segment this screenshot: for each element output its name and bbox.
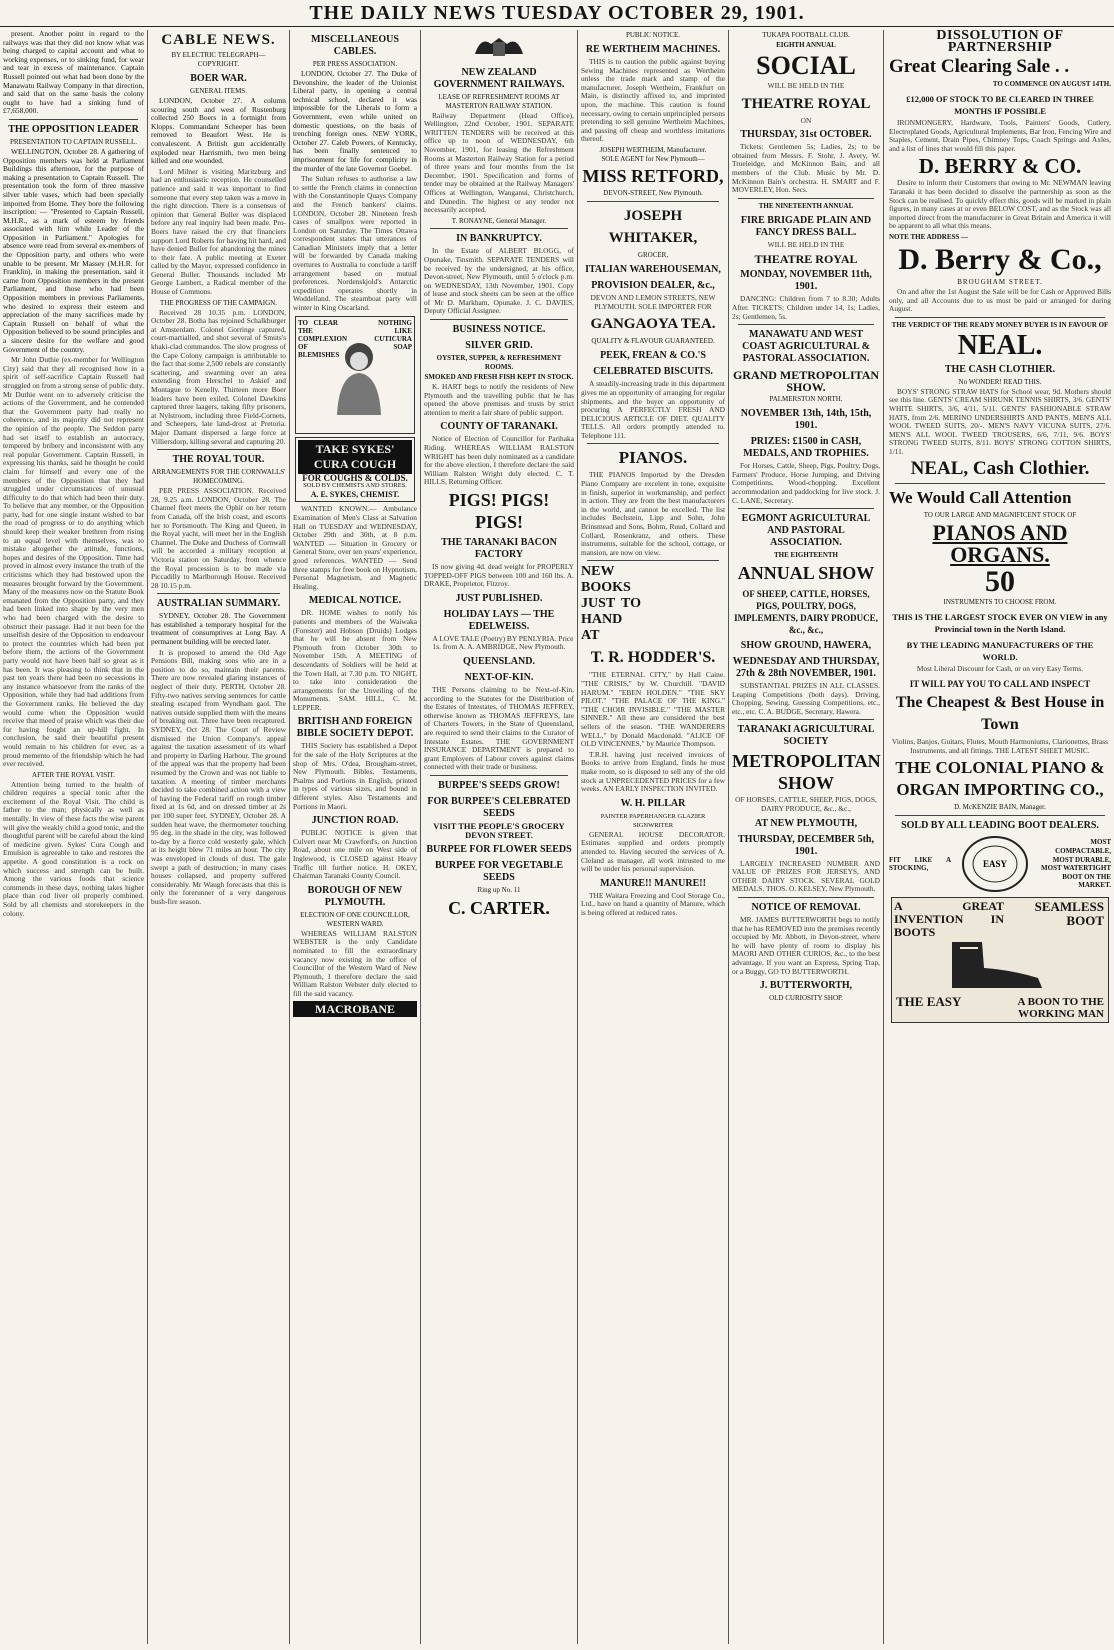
boot-icon [942,934,1052,994]
subheadline: TUKAPA FOOTBALL CLUB. [762,31,850,39]
headline: MEDICAL NOTICE. [308,595,402,607]
neal-clothier-name: NEAL, Cash Clothier. [910,458,1090,480]
cuticura-ad: TO CLEAR THE COMPLEXION OF BLEMISHES NOTHING LIKE CUTICURA SOAP [295,316,415,434]
masthead: THE DAILY NEWS TUESDAY OCTOBER 29, 1901. [0,0,1114,27]
headline: QUEENSLAND. [463,655,535,667]
headline: BOROUGH OF NEW PLYMOUTH. [307,884,403,908]
headline: THE ROYAL TOUR. [172,454,265,466]
byline: BY ELECTRIC TELEGRAPH—COPYRIGHT. [171,51,266,68]
section-title: MISCELLANEOUS CABLES. [311,34,399,57]
headline: SILVER GRID. [465,340,533,352]
pianos-organs-headline: PIANOS AND ORGANS. [932,520,1068,568]
headline: RE WERTHEIM MACHINES. [585,44,721,55]
article-text: LONDON, October 27. A column scouring south and west of Rustenburg collected 250 Boers in a fortnight from Klopps. Commandant Scheeper has been removed to Beaufort West. He is convalescent. A British gun accidentally exploded near Harrismith, two men being killed and one wounded. [151,96,286,166]
whitaker-name: JOSEPH WHITAKER, [608,208,698,247]
headline: HOLIDAY LAYS — THE EDELWEISS. [443,608,555,632]
seamless-seal-icon [960,834,1030,894]
headline: THE TARANAKI BACON FACTORY [441,537,557,560]
dissolution-headline: DISSOLUTION OF PARTNERSHIP [936,30,1064,55]
headline: BURPEE FOR VEGETABLE SEEDS [435,859,563,883]
headline: BURPEE'S SEEDS GROW! [438,779,560,791]
pianos-headline: PIANOS. [618,448,688,468]
headline: BUSINESS NOTICE. [452,324,546,336]
coat-of-arms-icon [424,34,574,63]
column-6: TUKAPA FOOTBALL CLUB. EIGHTH ANNUAL SOCIAL WILL BE HELD IN THE THEATRE ROYAL ON THURSDAY, 31st OCTOBER. Tickets: Gentlemen 5s; Ladies, 2s; to be obtained from Messrs. F. Stohr, J. Avery, W. Trueleidge, and McKinnon Bain, and all members of the Club. Music by Mr. D. McKinnon Bain's orchestra. H. SMART and F. MOVERLEY, Hon. Secs. THE NINETEENTH ANNUAL FIRE BRIGADE PLAIN AND FANCY DRESS BALL. WILL BE HELD IN THE THEATRE ROYAL MONDAY, NOVEMBER 11th, 1901. DANCING: Children from 7 to 8.30; Adults After. TICKETS: Children under 14, 1s; Ladies, 2s; Gentlemen, 5s. MANAWATU AND WEST COAST AGRICULTURAL & PASTORAL ASSOCIATION. GRAND METROPOLITAN SHOW. PALMERSTON NORTH. NOVEMBER 13th, 14th, 15th, 1901. PRIZES: £1500 in CASH, MEDALS, AND TROPHIES. For Horses, Cattle, Sheep, Pigs, Poultry, Dogs, Farmers' Produce, Horse Jumping, and Driving Competitions, Wood-chopping. Excellent accommodation and paddocking for live stock. J. C. LANE, Secretary. EGMONT AGRICULTURAL AND PASTORAL ASSOCIATION. THE EIGHTEENTH ANNUAL SHOW OF SHEEP, CATTLE, HORSES, PIGS, POULTRY, DOGS, IMPLEMENTS, DAIRY PRODUCE, &c., &c., SHOW GROUND, HAWERA, WEDNESDAY AND THURSDAY, 27th & 28th NOVEMBER, 1901. SUBSTANTIAL PRIZES IN ALL CLASSES. Leaping Competitions (both days). Driving, Chopping, Sewing, Guessing Competitions, etc., etc., etc. C. A. BUDGE, Secretary, Hawera. TARANAKI AGRICULTURAL SOCIETY METROPOLITAN SHOW OF HORSES, CATTLE, SHEEP, PIGS, DOGS, DAIRY PRODUCE, &c., &c., AT NEW PLYMOUTH, THURSDAY, DECEMBER 5th, 1901. LARGELY INCREASED NUMBER AND VALUE OF PRIZES FOR JERSEYS, AND OTHER DAIRY STOCK. SEVERAL GOLD MEDALS. THOS. O. KELSEY, New Plymouth. NOTICE OF REMOVAL MR. JAMES BUTTERWORTH begs to notify that he has REMOVED into the premises recently occupied by Mr. Abbott, in Devon-street, where he will have plenty of room to display his MAORI AND OTHER CURIOS, &c., to the best advantage. If you want an Express, Spring Trap, or a Buggy, GO TO BUTTERWORTH. J. BUTTERWORTH, OLD CURIOSITY SHOP. [732,31,881,1003]
macrobane-logo: MACROBANE [293,1001,417,1017]
subheadline: PUBLIC NOTICE. [625,31,681,39]
social-headline: SOCIAL [756,51,856,80]
colonial-piano-headline: THE COLONIAL PIANO & ORGAN IMPORTING CO., [895,758,1105,800]
metropolitan-show-headline: METROPOLITAN SHOW [732,751,881,794]
headline: BRITISH AND FOREIGN BIBLE SOCIETY DEPOT. [296,716,414,740]
subheadline: LEASE OF REFRESHMENT ROOMS AT MASTERTON RAILWAY STATION. [438,92,560,110]
berry-name: D. BERRY & CO. [918,154,1082,179]
subheadline: ELECTION OF ONE COUNCILLOR, WESTERN WARD. [300,910,410,928]
section-title: CABLE NEWS. [161,32,276,48]
annual-show-headline: ANNUAL SHOW [737,563,875,584]
fifty-number: 50 [985,565,1015,599]
headline: W. H. PILLAR [620,797,686,809]
column-7: DISSOLUTION OF PARTNERSHIP Great Clearing Sale . . TO COMMENCE ON AUGUST 14TH. £12,000 OF STOCK TO BE CLEARED IN THREE MONTHS IF POSSIBLE IRONMONGERY, Hardware, Tools, Painters' Goods, Cutlery, Electroplated Goods, Agricultural Implements, Bar Iron, Fencing Wire and Staples, Cement, Drain Pipes, Chimney Tops, Coach Springs and Axles, and a list of lines that would fill this paper. D. BERRY & CO. Desire to inform their Customers that owing to Mr. NEWMAN leaving Taranaki it has been decided to dissolve the partnership as soon as the Stock can be realised. To quickly effect this, goods will be marked in plain figures, in many cases at or even BELOW COST, and as the Stock was all imported direct from the manufacturer in Great Britain and America it will be apparent to all what this means. NOTE THE ADDRESS — D. Berry & Co., BROUGHAM STREET. On and after the 1st August the Sale will be for Cash or Approved Bills only, and all Accounts due to us must be paid or arranged for during August. THE VERDICT OF THE READY MONEY BUYER IS IN FAVOUR OF NEAL. THE CASH CLOTHIER. No WONDER! READ THIS. BOYS' STRONG STRAW HATS for School wear, 9d. Mothers should see this line. GENTS' CREAM SHRUNK TENNIS SHIRTS, 3/6. GENTS' WHITE SHIRTS, 3/6, 4/11, 5/11. GENTS' FASHIONABLE STRAW HATS, from 2/6. MERINO UNDERSHIRTS AND PANTS. MEN'S ALL WOOL TWEED SUITS, 20/-. MEN'S NAVY VICUNA SUITS, 27/6. MEN'S ALL WOOL TWEED TROUSERS, 6/6, 7/11, 9/6. BOYS' STRONG TWEED SUITS, 8/11. BOYS' STRONG COTTON SHIRTS, 1/11. NEAL, Cash Clothier. We Would Call Attention TO OUR LARGE AND MAGNIFICENT STOCK OF PIANOS AND ORGANS. 50 INSTRUMENTS TO CHOOSE FROM. THIS IS THE LARGEST STOCK EVER ON VIEW in any Provincial town in the North Island. BY THE LEADING MANUFACTURERS OF THE WORLD. Most Liberal Discount for Cash, or on very Easy Terms. IT WILL PAY YOU TO CALL AND INSPECT The Cheapest & Best House in Town Violins, Banjos, Guitars, Flutes, Mouth Harmoniums, Clarionettes, Brass Instruments, and all fittings. THE LATEST SHEET MUSIC. THE COLONIAL PIANO & ORGAN IMPORTING CO., D. McKENZIE BAIN, Manager. SOLD BY ALL LEADING BOOT DEALERS. FIT LIKE A STOCKING, EASY MOST COMPACTABLE, MOST DURABLE, MOST WATERTIGHT BOOT ON THE MARKET. A GREAT INVENTION IN BOOTS SEAMLESS BOOT THE EASY A BOON TO THE WORKING MAN [884,30,1114,1644]
pigs-headline: PIGS! PIGS! PIGS! [448,490,550,532]
carter-name: C. CARTER. [448,897,550,918]
hodder-name: T. R. HODDER'S. [590,649,716,667]
headline: COUNTY OF TARANAKI. [440,421,558,433]
article-text: LONDON, October 27. The Duke of Devonshire, the leader of the Unionist Liberal party, in opening a central technical school, declared it was impossible for the Liberals to form a Government, even while united on domestic questions, on the basis of trenching foreign ones. NEW YORK, October 27. Caleb Powers, of Kentucky, has been finally sentenced to imprisonment for life for complicity in the murder of the late Governor Goebel. [293,69,417,173]
article-text: SYDNEY, October 28. The Government has established a temporary hospital for the treatment of consumptives at Long Bay. A permanent building will be erected later. [151,611,286,647]
column-4: NEW ZEALAND GOVERNMENT RAILWAYS. LEASE OF REFRESHMENT ROOMS AT MASTERTON RAILWAY STATION. Railway Department (Head Office), Wellington, 22nd October, 1901. SEPARATE WRITTEN TENDERS will be received at this office up to noon of WEDNESDAY, 6th November, 1901, for leasing the Refreshment Rooms at Masterton Railway Station for a period of three years and four months from the 1st December, 1901. Specification and forms of tender may be obtained at the Railway Managers' Offices at Wellington, Wanganui, Christchurch, and Dunedin. The highest or any tender not necessarily accepted. T. RONAYNE, General Manager. IN BANKRUPTCY. In the Estate of ALBERT BLOGG, of Opunake, Tinsmith. SEPARATE TENDERS will be received by the undersigned, at his office, Devon-street, New Plymouth, until 5 o'clock p.m. on WEDNESDAY, 13th November, 1901. Copy of lease and stock sheets can be seen at the office of Mr D. Markham, Opunake. J. C. DAVIES, Deputy Official Assignee. BUSINESS NOTICE. SILVER GRID. OYSTER, SUPPER, & REFRESHMENT ROOMS. SMOKED AND FRESH FISH KEPT IN STOCK. K. HART begs to notify the residents of New Plymouth and the travelling public that he has opened the above premises and trusts by strict attention to merit a fair share of public support. COUNTY OF TARANAKI. Notice of Election of Councillor for Parihaka Riding. WHEREAS WILLIAM RALSTON WRIGHT has been duly nominated as a candidate for the above election, I therefore declare the said William Ralston Wright duly elected. C. T. HILLS, Returning Officer. PIGS! PIGS! PIGS! THE TARANAKI BACON FACTORY IS now giving 4d. dead weight for PROPERLY TOPPED-OFF PIGS between 100 and 160 lbs. A. DRAKE, Proprietor, Fitzroy. JUST PUBLISHED. HOLIDAY LAYS — THE EDELWEISS. A LOVE TALE (Poetry) BY PENLYRIA. Price 1s. from A. A. AMBRIDGE, New Plymouth. QUEENSLAND. NEXT-OF-KIN. THE Persons claiming to be Next-of-Kin, according to the Statutes for the Distribution of the Estates of Intestates, of THOMAS JEFFREY, otherwise known as THOMAS JEFFREYS, late of Charters Towers, in the State of Queensland, are required to send their claims to the Curator of Intestate Estates. THE GOVERNMENT INSURANCE DEPARTMENT is prepared to grant Employers of Labour covers against claims connected with their trade or business. BURPEE'S SEEDS GROW! FOR BURPEE'S CELEBRATED SEEDS VISIT THE PEOPLE'S GROCERY DEVON STREET. BURPEE FOR FLOWER SEEDS BURPEE FOR VEGETABLE SEEDS Ring up No. 11 C. CARTER. [421,30,577,1644]
svg-text:EASY: EASY [982,859,1008,870]
headline: THE OPPOSITION LEADER [8,123,139,135]
clearing-sale-headline: Great Clearing Sale . . [889,56,1070,77]
headline: FOR BURPEE'S CELEBRATED SEEDS [427,795,571,819]
headline: BURPEE FOR FLOWER SEEDS [426,843,572,855]
column-3: MISCELLANEOUS CABLES. PER PRESS ASSOCIATION. LONDON, October 27. The Duke of Devonshire, the leader of the Unionist Liberal party, in opening a central technical school, declared it was impossible for the Liberals to form a Government, even while united on domestic questions, on the basis of trenching foreign ones. NEW YORK, October 27. Caleb Powers, of Kentucky, has been finally sentenced to imprisonment for life for complicity in the murder of the late Governor Goebel. The Sultan refuses to authorise a law to settle the French claims in connection with the Constantinople Quays Company and the French bankers' claims. LONDON, October 28. Nineteen fresh cases of smallpox were reported in London on Saturday. The Times Ottawa correspondent states that utterances of Canadian Ministers imply that a letter will be forwarded by Canada making overtures to Australia to conclude a tariff arrangement based on mutual preferences. Nordenskjold's Antarctic expedition operates shortly in Woddelland. The steamboat party will winter in King Oscarland. TO CLEAR THE COMPLEXION OF BLEMISHES NOTHING LIKE CUTICURA SOAP TAKE SYKES' CURA COUGH FOR COUGHS & COLDS. SOLD BY CHEMISTS AND STORES. A. E. SYKES, CHEMIST. WANTED KNOWN.— Ambulance Examination of Men's Class at Salvation Hall on TUESDAY and WEDNESDAY, October 29th and 30th, at 8 p.m. WANTED — Situation in Grocery or General Store, over ten years' experience, good references. WANTED — Send three stamps for free book on Hypnotism, Personal Magnetism, and Magnetic Healing. MEDICAL NOTICE. DR. HOME wishes to notify his patients and members of the Waiwaka (Forester) and Hobson (Druids) Lodges that he will be absent from New Plymouth from October 30th to November 15th. A MEETING of descendants of Soldiers will be held at the Town Hall, at 7.30 p.m. TO NIGHT, to take into consideration the arrangements for the Unveiling of the Monuments. SAM. HILL, C. M. LEPPER. BRITISH AND FOREIGN BIBLE SOCIETY DEPOT. THIS Society has established a Depot for the sale of the Holy Scriptures at the shop of Mrs. O'dea, Brougham-street, New Plymouth. Bibles, Testaments, Psalms and Portions in English, printed in types of various sizes, and bound in different styles. Also Testaments and Portions in Maori. JUNCTION ROAD. PUBLIC NOTICE is given that Culvert near Mr Crawford's, on Junction Road, about one mile on West side of Inglewood, is CLOSED against Heavy Traffic till further notice. H. OKEY, Chairman Taranaki County Council. BOROUGH OF NEW PLYMOUTH. ELECTION OF ONE COUNCILLOR, WESTERN WARD. WHEREAS WILLIAM RALSTON WEBSTER is the only Candidate nominated to fill the extraordinary vacancy now existing in the office of Councillor of the Western Ward of New Plymouth, I therefore declare the said William Ralston Webster duly elected to fill the said vacancy. MACROBANE [293,34,417,1016]
article-text: WELLINGTON, October 28. A gathering of Opposition members was held at Parliament Buildings this afternoon, for the purpose of making a presentation to Captain Russell. The presentation took the form of three massive silver table vases, which had been specially imported from Home. They bore the following inscription: — "Presented to Captain Russell, M.H.R., as a mark of esteem by friends associated with him while Leader of the Opposition in Parliament." Apologies for absence were read from several ex-members of the Opposition party, and others who were unable to be present. Mr Massey (M.H.R. for Franklin), in making the presentation, said it came from Opposition members in the present Parliament, and those who had been Opposition members in previous Parliaments, who desired to express their esteem and appreciation of the many sacrifices made by Captain Russell on behalf of what the Opposition believed to be sound principles and a sincere desire for the welfare and good Government of the country. [3,146,144,354]
portrait-illustration [329,335,389,415]
new-books-headline: NEW BOOKS JUST TO HAND AT [581,564,641,644]
seamless-boot-ad: A GREAT INVENTION IN BOOTS SEAMLESS BOOT THE EASY A BOON TO THE WORKING MAN [891,897,1109,1023]
headline: BOER WAR. [190,73,247,84]
column-5: PUBLIC NOTICE. RE WERTHEIM MACHINES. THIS is to caution the public against buying Sewing Machines represented as Wertheim unless the trade mark and stamp of the manufacturer, Joseph Wertheim, Frankfurt on Main, is distinctly affixed to, and imprinted upon, the machine. This caution is found necessary, owing to certain unprincipled persons pretending to sell genuine Wertheim Machines, and passing off cheap and worthless imitations thereof. JOSEPH WERTHEIM, Manufacturer. SOLE AGENT for New Plymouth— MISS RETFORD, DEVON-STREET, New Plymouth. JOSEPH WHITAKER, GROCER, ITALIAN WAREHOUSEMAN, PROVISION DEALER, &c., DEVON AND LEMON STREETS, NEW PLYMOUTH. SOLE IMPORTER FOR GANGAOYA TEA. QUALITY & FLAVOUR GUARANTEED. PEEK, FREAN & CO.'S CELEBRATED BISCUITS. A steadily-increasing trade in this department gives me an opportunity of arranging for regular shipments, and the buyer an opportunity of procuring A PERFECTLY FRESH AND DELICIOUS ARTICLE OF DIET. QUALITY TELLS. All orders promptly attended to. Telephone 111. PIANOS. THE PIANOS Imported by the Dresden Piano Company are excelent in tone, exquisite in finish, superior in workmanship, and perfect in action. They are from the best manufacturers in the world, and cannot be excelled. The list includes Bechstein, Lipp and Sohn, John Brinsmead and Sons, Bohm, Ruud, Collard and Collard, Rosenkranz, and others. These instruments, suitable for the school, cottage, or mansion, are now on view. NEW BOOKS JUST TO HAND AT T. R. HODDER'S. "THE ETERNAL CITY," by Hall Caine. "THE CRISIS," by W. Churchill. "DAVID HARUM." "EBEN HOLDEN." "THE SKY PILOT." "THE PALACE OF THE KING." "THE CHOIR INVISIBLE." "THE MASTER SINNER." All these are considered the best sellers of the season. "THE WANDERERS WELL," by Donald Macdonald. "ALICE OF OLD VINCENNES," by Maurice Thompson. T.R.H. having just received invoices of Books to arrive from England, finds he must make room, so is disposed to sell any of the old stock at UNPRECEDENTED PRICES for a few weeks. AN EARLY INSPECTION INVITED. W. H. PILLAR PAINTER PAPERHANGER GLAZIER SIGNWRITER GENERAL HOUSE DECORATOR. Estimates supplied and orders promptly attended to. Having secured the services of A. Cleland as manager, all work intrusted to me will be under his personal supervision. MANURE!! MANURE!! THE Waitara Freezing and Cool Storage Co., Ltd., have on hand a quantity of Manure, which is being offered at reduced rates. [581,31,725,917]
retford-name: MISS RETFORD, [582,166,724,187]
headline: NEW ZEALAND GOVERNMENT RAILWAYS. [433,66,565,90]
berry-logo: D. Berry & Co., [898,242,1102,276]
column-1: present. Another point in regard to the railways was that they did not know what was being charged to capital account and what to working expenses, or to sinking fund, for wear and tear in excess of maintenance. Captain Russell pointed out what had been done by the Manawatu Railway Company in that direction, and said that on the same basis the colony ought to have had a sinking fund of £7,658,000. THE OPPOSITION LEADER PRESENTATION TO CAPTAIN RUSSELL. WELLINGTON, October 28. A gathering of Opposition members was held at Parliament Buildings this afternoon, for the purpose of making a presentation to Captain Russell. The presentation took the form of three massive silver table vases, which had been specially imported from Home. They bore the following inscription: — "Presented to Captain Russell, M.H.R., as a mark of esteem by friends associated with him while Leader of the Opposition in Parliament." Apologies for absence were read from several ex-members of the Opposition party, and others who were unable to be present. Mr Massey (M.H.R. for Franklin), in making the presentation, said it came from Opposition members in the present Parliament, and those who had been Opposition members in previous Parliaments, who desired to express their esteem and appreciation of the many sacrifices made by Captain Russell on behalf of what the Opposition believed to be sound principles and a sincere desire for the welfare and good Government of the country. Mr John Duthie (ex-member for Wellington City) said that they all recognised how in a spirit of self-sacrifice Captain Russell had struggled on from a strong sense of public duty. Mr Duthie went on to adversely criticise the actions of the Government, and he contended that the Government party had really no coherence, and its majority did not represent the opinion of the people. The Seddon party had set itself to establish an autocracy, tempered by bribery and inconsistent with any real popular Government. Captain Russell, in expressing his thanks, said he thought he could claim for himself and every one of the members of the Opposition that they had struggled under circumstances of unusual difficulty to do that which had been their duty. To believe that any member, or the Opposition party, had for one single instant wished to bar the road of progress or to do anything which should keep their weaker brethren from rising to an equal level with themselves, was to mistake altogether the attitude, functions, hopes and desires of the Opposition. Time had proved in almost every instance the truth of the criticisms which they had bestowed upon the measures brought forward by the Government. Many of the measures now on the Statute Book emanated from the Opposition party, and they had been linked into shape by the very men who had been charged with the desire to obstruct their passage. Had it not been for the unselfish desire of the Opposition to endeavour to protect the countries which had been put before them, the actions of the Government party would not have been half so great as it has been. It was pleasing to think that in the past ten years there had been no secessions in any instance whatsoever from the ranks of the Opposition, while they had had additions from the Government ranks. He believed the day would come when the Opposition would receive that meed of praise which was their due for having fought an up-hill fight. In conclusion, he said their beautiful present would remain to his children for ever, as a proud memento of the friendship which he had ever received. AFTER THE ROYAL VISIT. Attention being turned to the health of children requires a special tonic after the excitement of the Royal Visit. The child is father to the man; physically as well as mentally. In view of these facts the wise parent will give the weakly child a good tonic, and the thoughtful parent will be careful about the kind of medicine given. Sykes' Cura Cough and Emulsion is agreeable to take and restores the appetite. A good constitution is a rock on which success and strength can be built. Among the various foods that science commends in these days, nothing takes higher place than cod liver oil properly combined. Sold by all chemists and storekeepers in the colony. [3,30,144,918]
headline: MANURE!! MANURE!! [600,877,706,889]
headline: IN BANKRUPTCY. [456,233,542,245]
neal-name: NEAL. [957,329,1043,361]
subheadline: ARRANGEMENTS FOR THE CORNWALLS' HOMECOMING. [151,468,286,486]
headline: AUSTRALIAN SUMMARY. [156,598,281,610]
article-text: present. Another point in regard to the railways was that they did not know what was being charged to capital account and what to working expenses, or to sinking fund, for wear and tear in excess of maintenance. Captain Russell pointed out what had been done by the Manawatu Railway Company in that direction, and said that on the same basis the colony ought to have had a sinking fund of £7,658,000. [3,30,144,116]
sykes-cura-cough-ad: TAKE SYKES' CURA COUGH FOR COUGHS & COLDS. SOLD BY CHEMISTS AND STORES. A. E. SYKES, CHEMIST. [295,437,415,503]
headline: JUNCTION ROAD. [311,815,399,827]
subheadline: PRESENTATION TO CAPTAIN RUSSELL. [10,137,137,146]
headline: NEXT-OF-KIN. [464,671,534,683]
headline: JUST PUBLISHED. [455,592,543,604]
subheadline: AFTER THE ROYAL VISIT. [32,770,115,779]
column-2: CABLE NEWS. BY ELECTRIC TELEGRAPH—COPYRIGHT. BOER WAR. GENERAL ITEMS. LONDON, October 27. A column scouring south and west of Rustenburg collected 250 Boers in a fortnight from Klopps. Commandant Scheeper has been removed to Beaufort West. He is convalescent. A British gun accidentally exploded near Harrismith, two men being killed and one wounded. Lord Milner is visiting Maritzburg and had an enthusiastic reception. He counselled patience and said it was important to find someone that every step taken was a move in the right direction. There is a consensus of opinion that General Buller was displaced before any real inquiry had been made. Pro-Boers have raised the cry that financiers support Lord Roberts for having hit hard, and have denied Buller for abandoning the mines to their fate. A public meeting at Exeter called by the Mayor, expressed confidence in General Buller. Thousands included Mr George Lambert, a Radical member of the House of Commons. THE PROGRESS OF THE CAMPAIGN. Received 28 10.35 p.m. LONDON, October 28. Botha has rejoined Schalkburger at Amsterdam. Colonel Gorringe captured, court-martialled, and shot several of Smuts's khaki-clad commandos. The slow progress of the Cape Colony campaign is attributable to the fact that some 2,500 rebels are constantly scattering, and swarming over an area extending from Herschel to Askief and Montague to Kenelly. Thirteen more Boer leaders have been exiled. Colonel Dawkins captured three laagers, taking fifty prisoners, at Nylstroom, including three Field-Cornets, and Scheepers, late land-drost at Pretoria. Major Damant dispersed a large force at Villiersdorp, killing several and capturing 20. THE ROYAL TOUR. ARRANGEMENTS FOR THE CORNWALLS' HOMECOMING. PER PRESS ASSOCIATION. Received 28, 9.25 a.m. LONDON, October 28. The Channel fleet meets the Ophir on her return from Canada, off the Irish coast, and escorts her to Portsmouth. The King and Queen, in the Royal yacht, will meet her in the English Channel. The Duke and Duchess of Cornwall will be accorded a military reception at Victoria station on Saturday, from whence the Royal procession is to be made via Piccadilly to Marlborough House. Received 28 10.15 p.m. AUSTRALIAN SUMMARY. SYDNEY, October 28. The Government has established a temporary hospital for the treatment of consumptives at Long Bay. A permanent building will be erected later. It is proposed to amend the Old Age Pensions Bill, making sons who are in a position to do so, maintain their parents. There are now revealed glaring instances of neglect of their duty. PERTH, October 28. Fifty-two natives serving sentences for cattle stealing escaped from Wyndham gaol. The natives outside supplied them with the means of breaking out. Three have been recaptured. SYDNEY, Oct 28. The Court of Review dismissed the Union Company's appeal against the taxation assessment of its wharf and property in Darling Harbour. The ground of the appeal was that the property had been resumed by the Crown and was not liable to taxation. A meeting of timber merchants decided to take combined action with a view of having the Federal tariff on rough timber fixed at 1s 6d, and on dressed timber at 2s per 100 super feet. SYDNEY, October 28. A sudden heat wave, the thermometer touching 95 deg. in the shade in the city, was followed to-day by a fierce cold westerly gale, which at its height blew 71 miles an hour. The city was enveloped in clouds of dust. The gale swept a path of destruction; in many cases houses collapsed, and property suffered considerably. Mr Waugh forecasts that this is only the forerunner of a very dangerous bush-fire season. [151,32,286,906]
subheadline: GENERAL ITEMS. [190,87,247,95]
